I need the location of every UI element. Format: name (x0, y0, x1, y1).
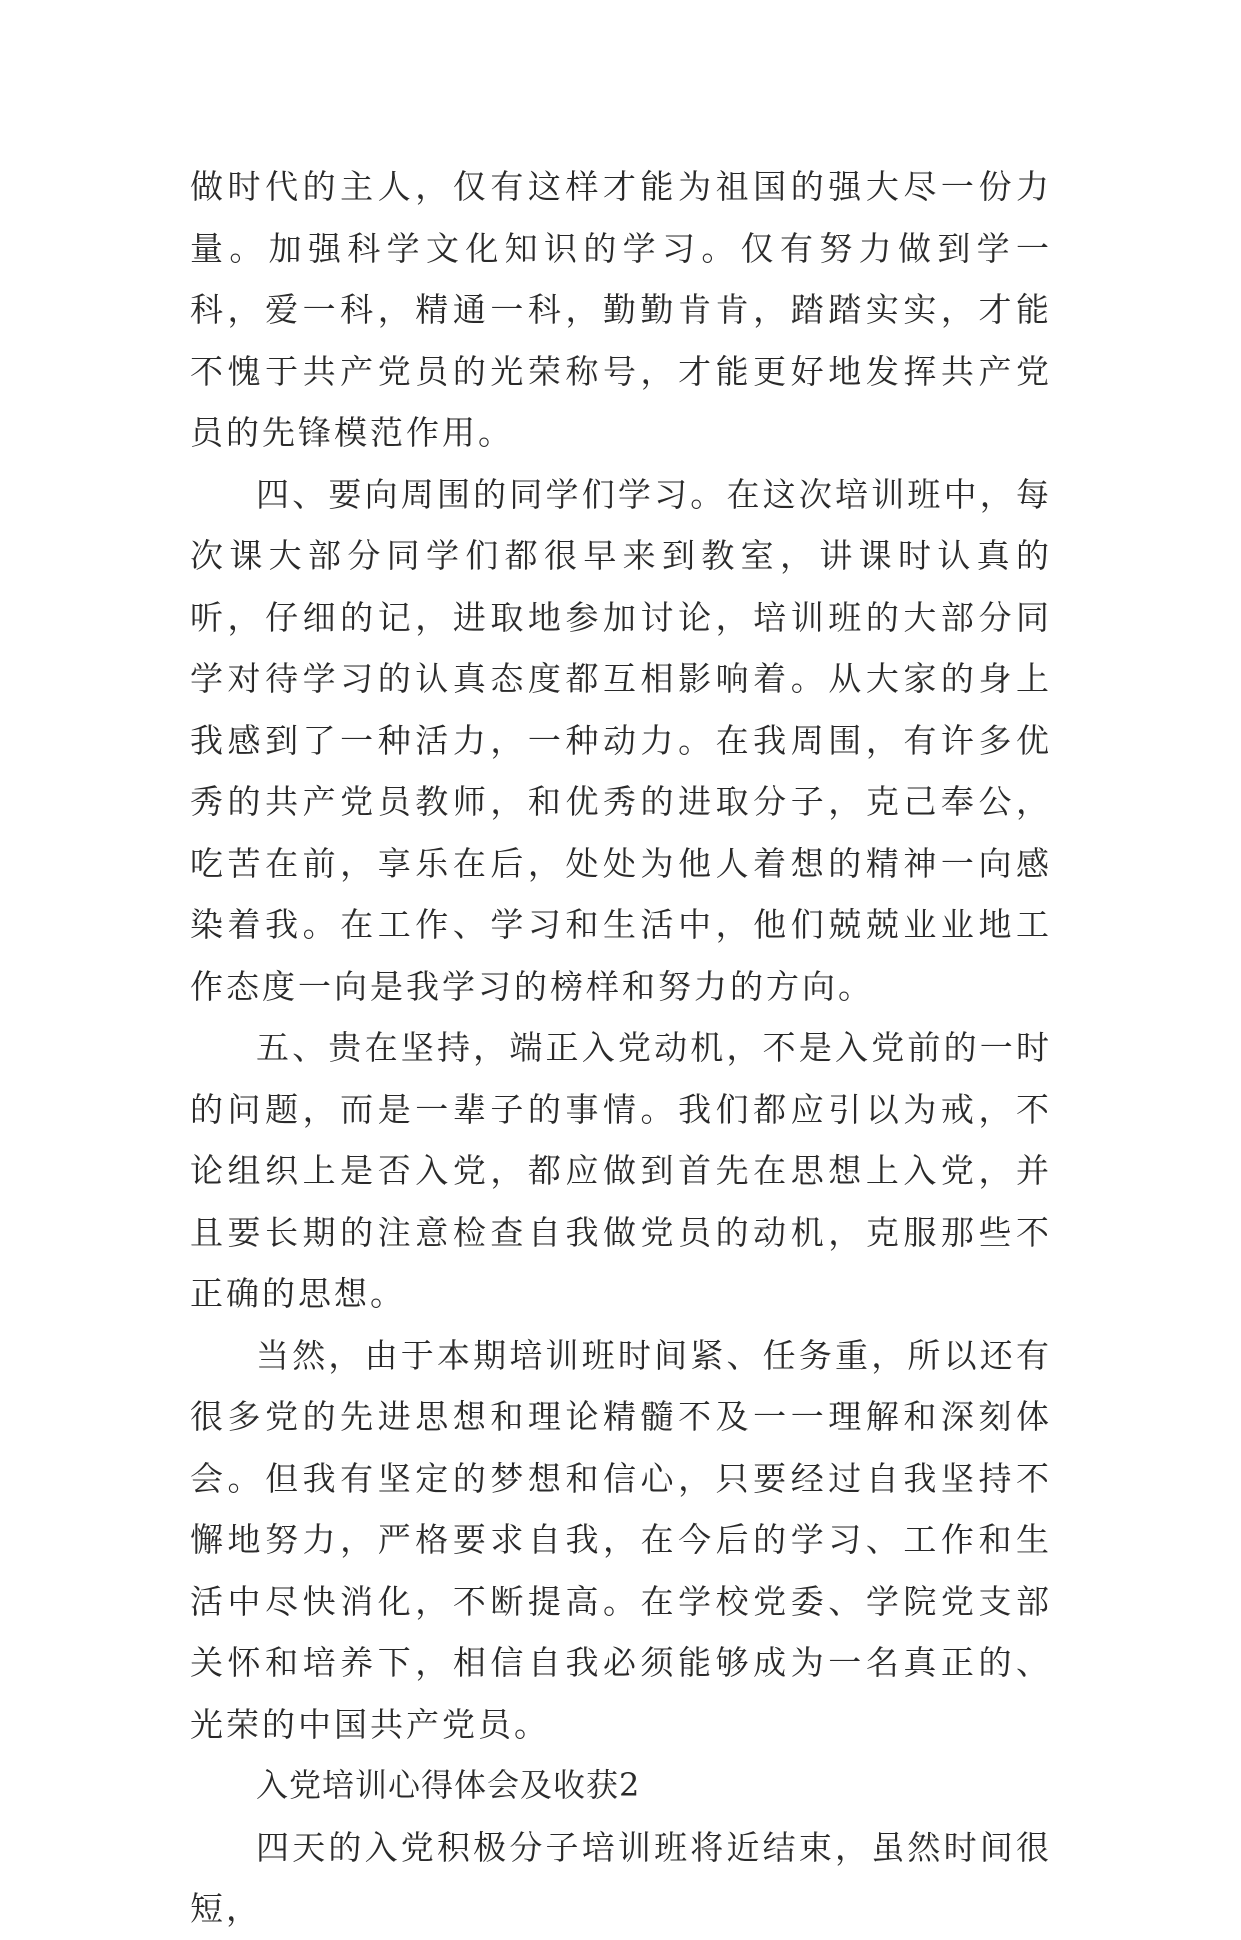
paragraph-5: 四天的入党积极分子培训班将近结束，虽然时间很短， (190, 1827, 1052, 1928)
paragraph-1: 做时代的主人，仅有这样才能为祖国的强大尽一份力量。加强科学文化知识的学习。仅有努力做到学一科，爱一科，精通一科，勤勤肯肯，踏踏实实，才能不愧于共产党员的光荣称号，才能更好地发挥共产党员的先锋模范作用。 (190, 167, 1052, 452)
document-body (190, 156, 1052, 1940)
paragraph-4: 当然，由于本期培训班时间紧、任务重，所以还有很多党的先进思想和理论精髓不及一一理解和深刻体会。但我有坚定的梦想和信心，只要经过自我坚持不懈地努力，严格要求自我，在今后的学习、工作和生活中尽快消化，不断提高。在学校党委、学院党支部关怀和培养下，相信自我必须能够成为一名真正的、光荣的中国共产党员。 (190, 1335, 1052, 1744)
paragraph-2: 四、要向周围的同学们学习。在这次培训班中，每次课大部分同学们都很早来到教室，讲课时认真的听，仔细的记，进取地参加讨论，培训班的大部分同学对待学习的认真态度都互相影响着。从大家的身上我感到了一种活力，一种动力。在我周围，有许多优秀的共产党员教师，和优秀的进取分子，克己奉公，吃苦在前，享乐在后，处处为他人着想的精神一向感染着我。在工作、学习和生活中，他们兢兢业业地工作态度一向是我学习的榜样和努力的方向。 (190, 474, 1052, 1006)
paragraph-3: 五、贵在坚持，端正入党动机，不是入党前的一时的问题，而是一辈子的事情。我们都应引以为戒，不论组织上是否入党，都应做到首先在思想上入党，并且要长期的注意检查自我做党员的动机，克服那些不正确的思想。 (190, 1028, 1052, 1313)
section-heading: 入党培训心得体会及收获2 (256, 1766, 641, 1804)
